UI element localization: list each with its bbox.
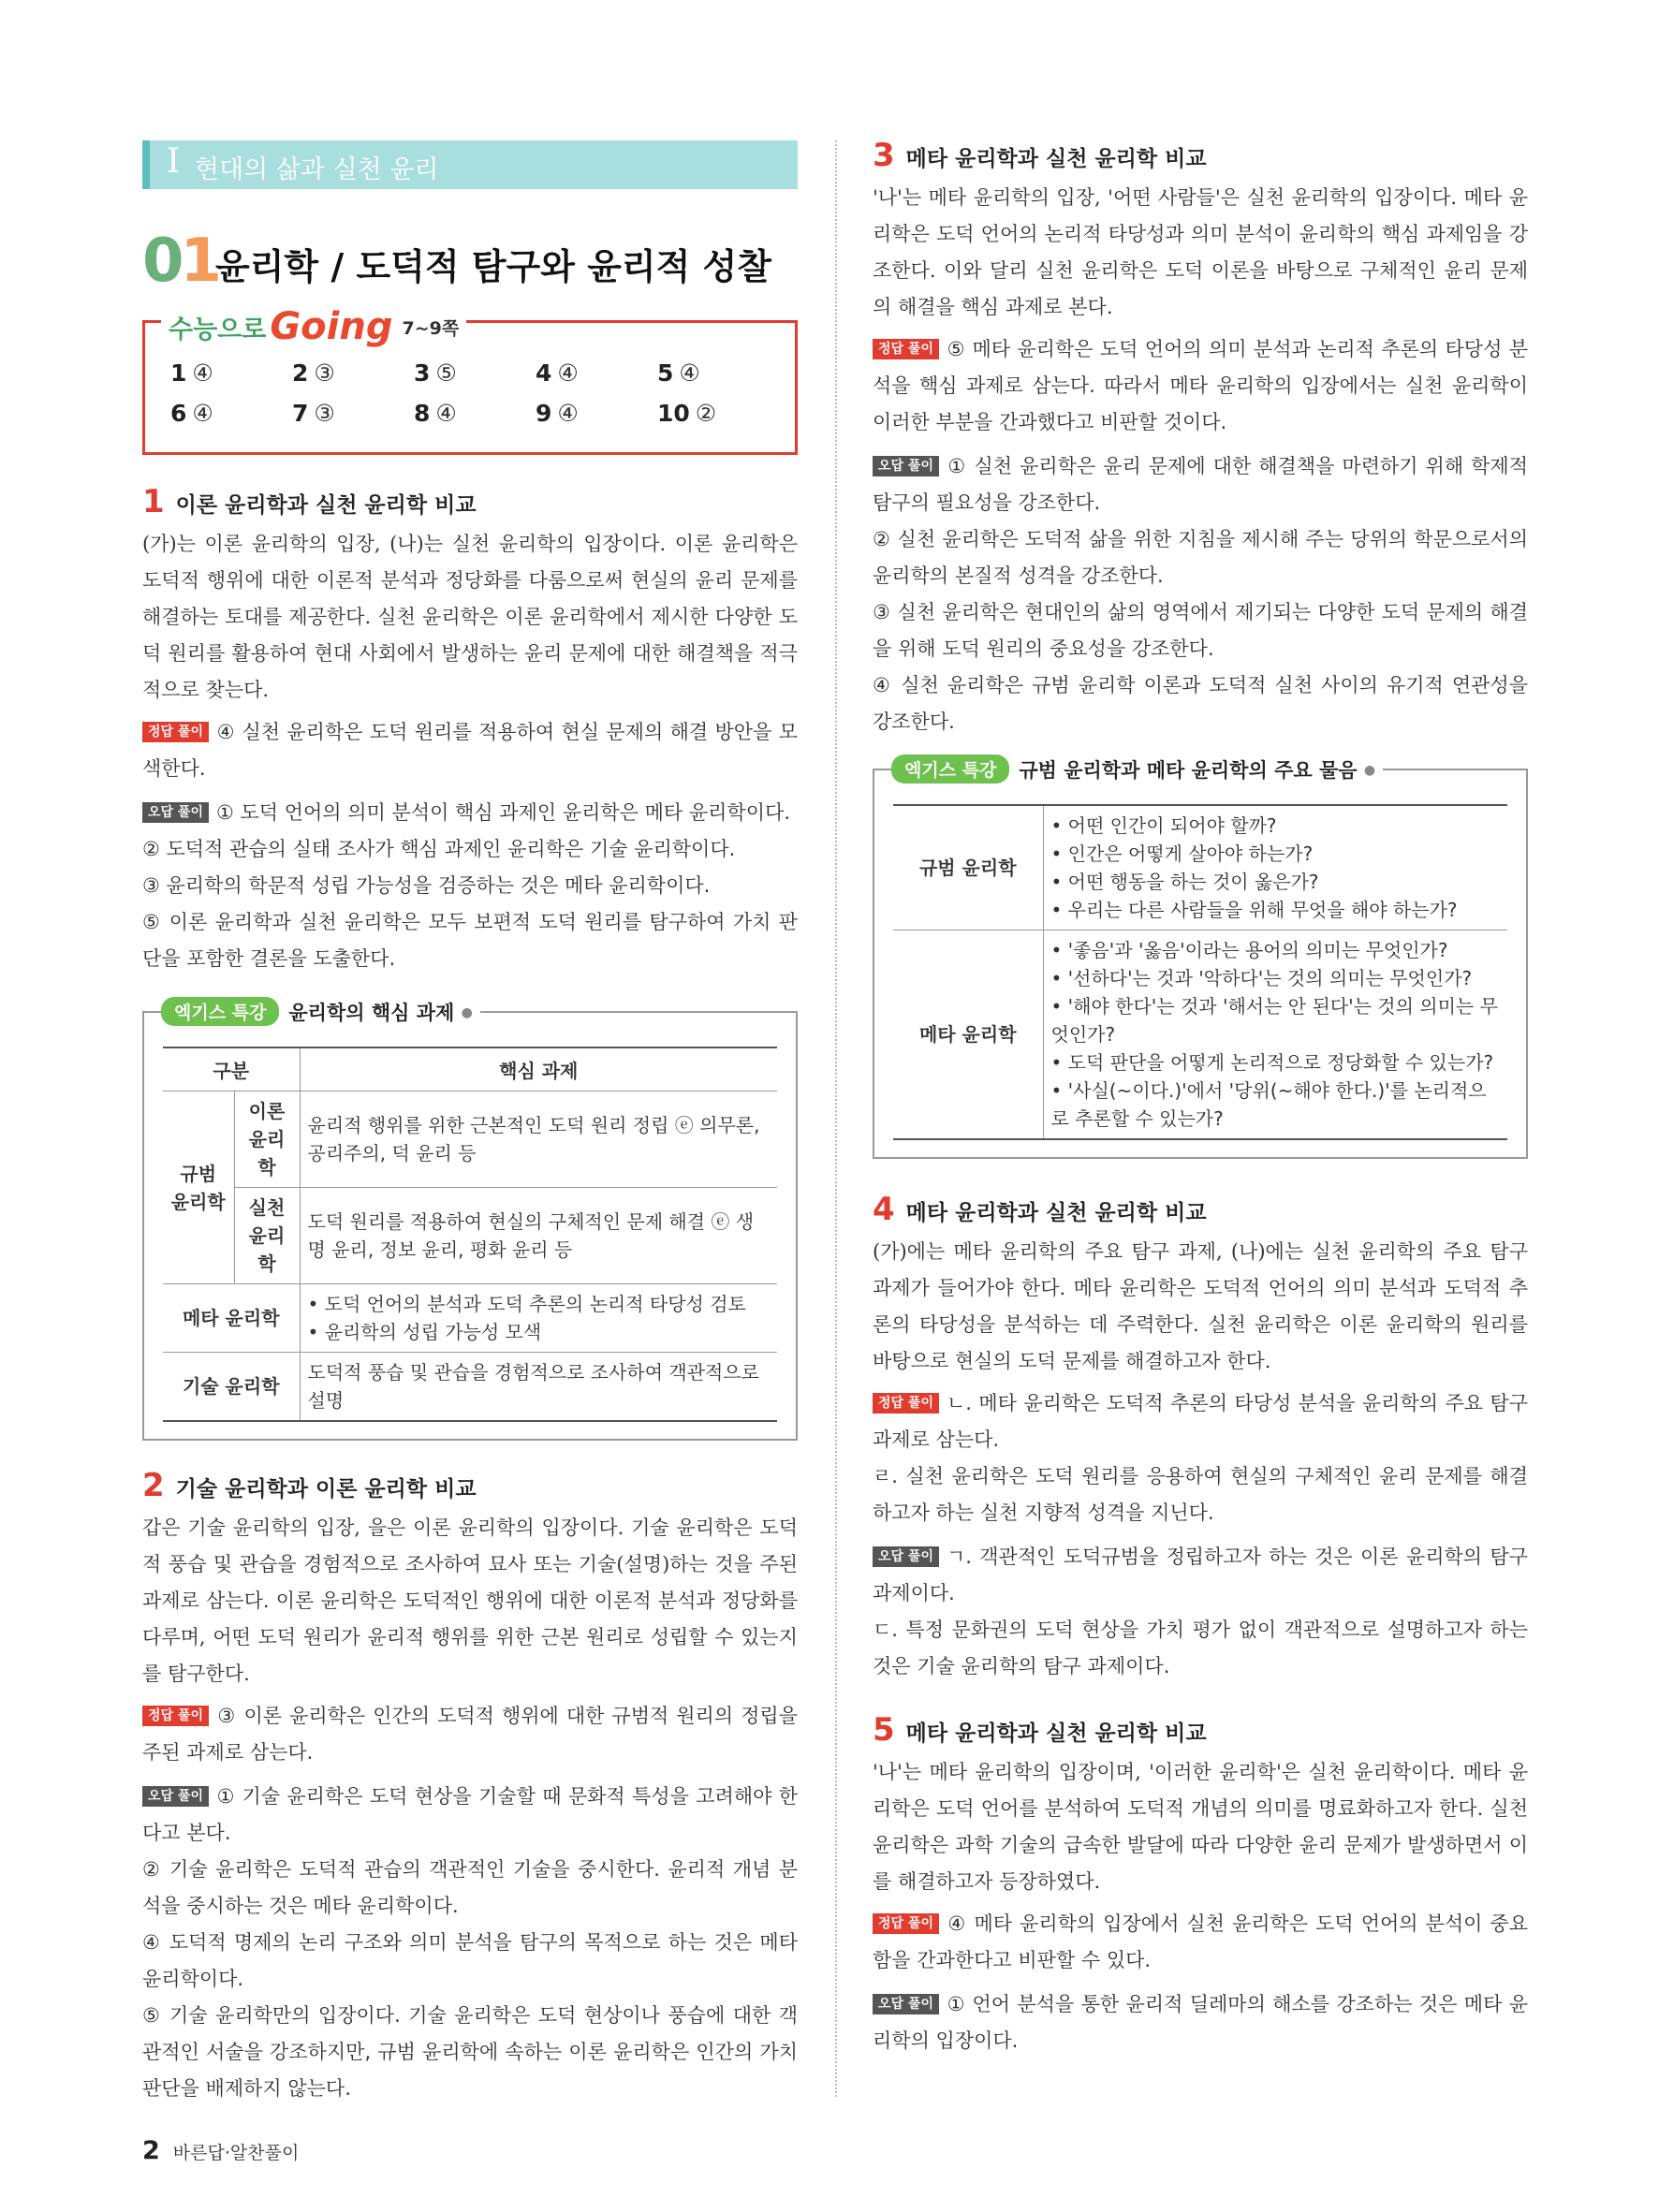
wrong-tag: 오답 풀이 (142, 802, 209, 823)
correct-tag: 정답 풀이 (142, 1706, 209, 1726)
question-number: 4 (873, 1191, 895, 1228)
extract-title: 윤리학의 핵심 과제 ● (288, 1001, 473, 1024)
wrong-tag: 오답 풀이 (142, 1786, 209, 1807)
ethics-task-table: 구분 핵심 과제 규범 윤리학 이론 윤리학 윤리적 행위를 위한 근본적인 도덕 원리 정립 ⓔ 의무론, 공리주의, 덕 윤리 등 실천 윤리학 도덕 원리를 적용하여 현실의 구체적인 문제 해결 ⓔ 생명 윤리, 정보 윤리, 평화 윤리 등 메타 윤리학 • 도덕 언어의 분석과 도덕 추론의 논리적 타당성 검토 • 윤리학의 성립 가능성 모색 기술 윤리학 도덕적 풍습 및 관습을 경험적으로 조사하여 객관적으로 설명 (163, 1047, 777, 1422)
wrong-tag: 오답 풀이 (873, 1546, 939, 1567)
extract-lecture-box (873, 758, 1528, 1159)
answer-grid (170, 359, 779, 427)
question-number: 1 (142, 483, 165, 520)
extract-lecture-box (142, 1001, 798, 1441)
correct-tag: 정답 풀이 (873, 1913, 939, 1934)
question-5 (873, 1711, 1528, 2059)
answer-cell: 9 ④ (536, 400, 579, 427)
wrong-tag: 오답 풀이 (873, 1994, 939, 2014)
question-title: 이론 윤리학과 실천 윤리학 비교 (175, 493, 477, 518)
wrong-explanation: 오답 풀이 ① 언어 분석을 통한 윤리적 딜레마의 해소를 강조하는 것은 메타 윤리학의 입장이다. (873, 1993, 1528, 2052)
question-1 (142, 483, 798, 977)
explanation: (가)에는 메타 윤리학의 주요 탐구 과제, (나)에는 실천 윤리학의 주요 탐구 과제가 들어가야 한다. 메타 윤리학은 도덕적 언어의 의미 분석과 도덕적 추론의 타당성을 분석하는 데 주력한다. 실천 윤리학은 이론 윤리학의 원리를 바탕으로 현실의 도덕 문제를 해결하고자 한다. (873, 1240, 1528, 1372)
question-title: 메타 윤리학과 실천 윤리학 비교 (905, 1721, 1207, 1746)
answer-cell: 2 ③ (292, 359, 335, 387)
answer-cell: 3 ⑤ (414, 359, 457, 387)
question-title: 메타 윤리학과 실천 윤리학 비교 (905, 147, 1207, 171)
right-column (873, 137, 1528, 2059)
question-number: 5 (873, 1711, 895, 1749)
question-2 (142, 1467, 798, 2107)
question-title: 기술 윤리학과 이론 윤리학 비교 (175, 1477, 477, 1502)
correct-tag: 정답 풀이 (142, 722, 209, 742)
lesson-heading (142, 227, 798, 313)
question-number: 3 (873, 137, 895, 174)
lesson-number: 01 (142, 227, 219, 296)
question-number: 2 (142, 1467, 165, 1504)
going-pages: 7~9쪽 (402, 317, 460, 339)
answer-cell: 1 ④ (170, 359, 213, 387)
explanation: 갑은 기술 윤리학의 입장, 을은 이론 윤리학의 입장이다. 기술 윤리학은 도덕적 풍습 및 관습을 경험적으로 조사하여 묘사 또는 기술(설명)하는 것을 주된 과제로 삼는다. 이론 윤리학은 도덕적인 행위에 대한 이론적 분석과 정당화를 다루며, 어떤 도덕 원리가 윤리적 행위를 위한 근본 원리로 성립할 수 있는지를 탐구한다. (142, 1516, 798, 1685)
answer-cell: 4 ④ (536, 359, 579, 387)
wrong-explanation: 오답 풀이 ① 기술 윤리학은 도덕 현상을 기술할 때 문화적 특성을 고려해야 한다고 본다. ② 기술 윤리학은 도덕적 관습의 객관적인 기술을 중시한다. 윤리적 개념 분석을 중시하는 것은 메타 윤리학이다. ④ 도덕적 명제의 논리 구조와 의미 분석을 탐구의 목적으로 하는 것은 메타 윤리학이다. ⑤ 기술 윤리학만의 입장이다. 기술 윤리학은 도덕 현상이나 풍습에 대한 객관적인 서술을 강조하지만, 규범 윤리학에 속하는 이론 윤리학은 인간의 가치 판단을 배제하지 않는다. (142, 1785, 798, 2100)
extract-badge: 엑기스 특강 (891, 754, 1009, 784)
page-number: 2 (142, 2136, 160, 2165)
answer-cell: 5 ④ (657, 359, 700, 387)
ethics-questions-table: 규범 윤리학 • 어떤 인간이 되어야 할까? • 인간은 어떻게 살아야 하는가? • 어떤 행동을 하는 것이 옳은가? • 우리는 다른 사람들을 위해 무엇을 해야 하는가? 메타 윤리학 • '좋음'과 '옳음'이라는 용어의 의미는 무엇인가? • '선하다'는 것과 '악하다'는 것의 의미는 무엇인가? • '해야 한다'는 것과 '해서는 안 된다'는 것의 의미는 무엇인가? • 도덕 판단을 어떻게 논리적으로 정당화할 수 있는가? • '사실(~이다.)'에서 '당위(~해야 한다.)'를 논리적으로 추론할 수 있는가? (893, 804, 1507, 1140)
correct-explanation: 정답 풀이 ④ 메타 윤리학의 입장에서 실천 윤리학은 도덕 언어의 분석이 중요함을 간과한다고 비판할 수 있다. (873, 1912, 1528, 1971)
correct-explanation: 정답 풀이 ④ 실천 윤리학은 도덕 원리를 적용하여 현실 문제의 해결 방안을 모색한다. (142, 721, 798, 780)
book-title: 바른답·알찬풀이 (172, 2143, 300, 2163)
wrong-tag: 오답 풀이 (873, 456, 939, 476)
correct-explanation: 정답 풀이 ⑤ 메타 윤리학은 도덕 언어의 의미 분석과 논리적 추론의 타당성 분석을 핵심 과제로 삼는다. 따라서 메타 윤리학의 입장에서는 실천 윤리학이 이러한 부분을 간과했다고 비판할 것이다. (873, 338, 1528, 433)
explanation: '나'는 메타 윤리학의 입장, '어떤 사람들'은 실천 윤리학의 입장이다. 메타 윤리학은 도덕 언어의 논리적 타당성과 의미 분석이 윤리학의 핵심 과제임을 강조한다. 이와 달리 실천 윤리학은 도덕 이론을 바탕으로 구체적인 윤리 문제의 해결을 핵심 과제로 본다. (873, 186, 1528, 318)
lesson-title: 윤리학 / 도덕적 탐구와 윤리적 성찰 (215, 246, 771, 287)
correct-tag: 정답 풀이 (873, 339, 939, 359)
wrong-explanation: 오답 풀이 ① 실천 윤리학은 윤리 문제에 대한 해결책을 마련하기 위해 학제적 탐구의 필요성을 강조한다. ② 실천 윤리학은 도덕적 삶을 위한 지침을 제시해 주는 당위의 학문으로서의 윤리학의 본질적 성격을 강조한다. ③ 실천 윤리학은 현대인의 삶의 영역에서 제기되는 다양한 도덕 문제의 해결을 위해 도덕 원리의 중요성을 강조한다. ④ 실천 윤리학은 규범 윤리학 이론과 도덕적 실천 사이의 유기적 연관성을 강조한다. (873, 455, 1528, 733)
wrong-explanation: 오답 풀이 ㄱ. 객관적인 도덕규범을 정립하고자 하는 것은 이론 윤리학의 탐구 과제이다. ㄷ. 특정 문화권의 도덕 현상을 가치 평가 없이 객관적으로 설명하고자 하는 것은 기술 윤리학의 탐구 과제이다. (873, 1545, 1528, 1677)
explanation: '나'는 메타 윤리학의 입장이며, '이러한 윤리학'은 실천 윤리학이다. 메타 윤리학은 도덕 언어를 분석하여 도덕적 개념의 의미를 명료화하고자 한다. 실천 윤리학은 과학 기술의 급속한 발달에 따라 다양한 윤리 문제가 발생하면서 이를 해결하고자 등장하였다. (873, 1761, 1528, 1893)
answer-cell: 6 ④ (170, 400, 213, 427)
question-title: 메타 윤리학과 실천 윤리학 비교 (905, 1201, 1207, 1225)
chapter-title: 현대의 삶과 실천 윤리 (195, 155, 439, 184)
correct-explanation: 정답 풀이 ③ 이론 윤리학은 인간의 도덕적 행위에 대한 규범적 원리의 정립을 주된 과제로 삼는다. (142, 1705, 798, 1764)
correct-explanation: 정답 풀이 ㄴ. 메타 윤리학은 도덕적 추론의 타당성 분석을 윤리학의 주요 탐구 과제로 삼는다. ㄹ. 실천 윤리학은 도덕 원리를 응용하여 현실의 구체적인 윤리 문제를 해결하고자 하는 실천 지향적 성격을 지닌다. (873, 1392, 1528, 1524)
answer-cell: 10 ② (657, 400, 717, 427)
column-divider (835, 140, 837, 2097)
chapter-bar (142, 140, 798, 189)
going-logo: 수능으로 Going 7~9쪽 (161, 303, 466, 350)
answer-cell: 8 ④ (414, 400, 457, 427)
wrong-explanation: 오답 풀이 ① 도덕 언어의 의미 분석이 핵심 과제인 윤리학은 메타 윤리학이다. ② 도덕적 관습의 실태 조사가 핵심 과제인 윤리학은 기술 윤리학이다. ③ 윤리학의 학문적 성립 가능성을 검증하는 것은 메타 윤리학이다. ⑤ 이론 윤리학과 실천 윤리학은 모두 보편적 도덕 원리를 탐구하여 가치 판단을 포함한 결론을 도출한다. (142, 801, 798, 970)
explanation: (가)는 이론 윤리학의 입장, (나)는 실천 윤리학의 입장이다. 이론 윤리학은 도덕적 행위에 대한 이론적 분석과 정당화를 다룸으로써 현실의 윤리 문제를 해결하는 토대를 제공한다. 실천 윤리학은 이론 윤리학에서 제시한 다양한 도덕 원리를 활용하여 현대 사회에서 발생하는 윤리 문제에 대한 해결책을 적극적으로 찾는다. (142, 533, 798, 701)
left-column (142, 140, 798, 2107)
correct-tag: 정답 풀이 (873, 1393, 939, 1414)
answer-key-box (142, 305, 798, 455)
extract-badge: 엑기스 특강 (161, 997, 279, 1026)
question-3 (873, 137, 1528, 740)
extract-title: 규범 윤리학과 메타 윤리학의 주요 물음 ● (1019, 758, 1376, 782)
page-footer (142, 2136, 299, 2165)
question-4 (873, 1191, 1528, 1685)
answer-cell: 7 ③ (292, 400, 335, 427)
chapter-bar-accent (142, 140, 150, 189)
chapter-roman: I (167, 142, 181, 181)
